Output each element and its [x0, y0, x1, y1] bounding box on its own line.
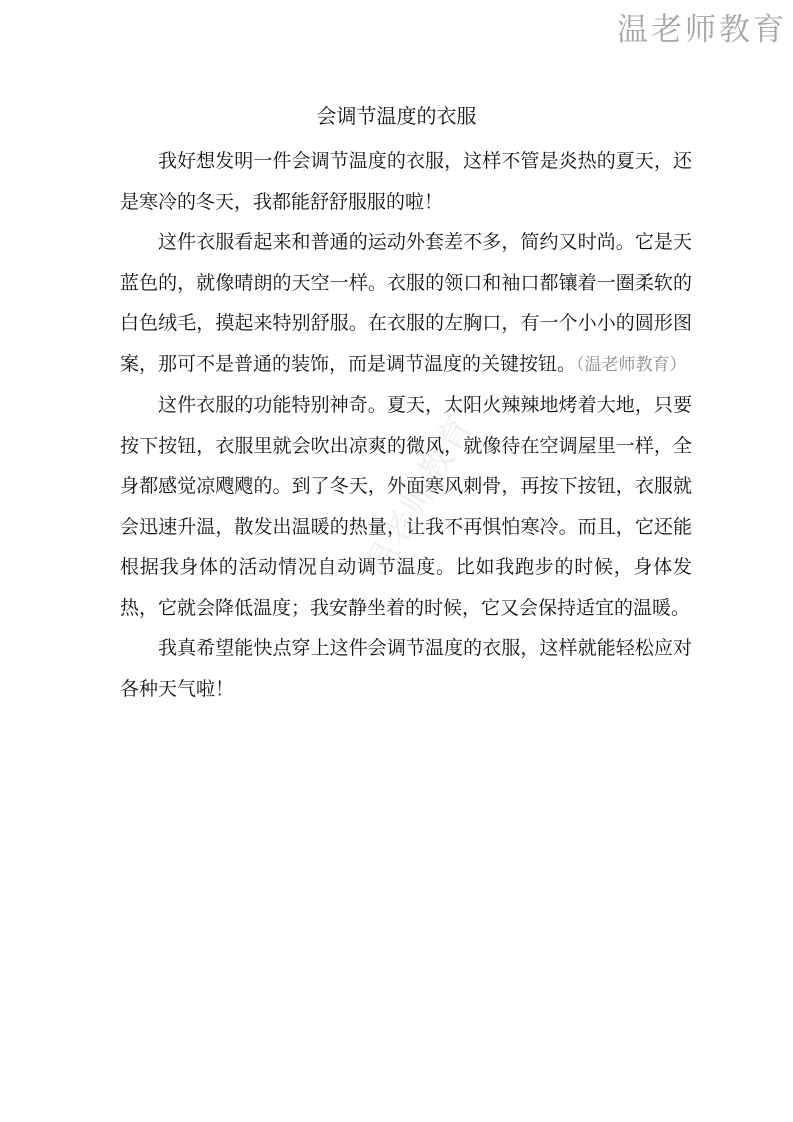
paragraph-2-text: 这件衣服看起来和普通的运动外套差不多，简约又时尚。它是天蓝色的，就像晴朗的天空一样。衣服的领口和袖口都镶着一圈柔软的白色绒毛，摸起来特别舒服。在衣服的左胸口，有一个小小的圆形图案，那可不是普通的装饰，而是调节温度的关键按钮。 [120, 231, 692, 375]
paragraph-3: 这件衣服的功能特别神奇。夏天，太阳火辣辣地烤着大地，只要按下按钮，衣服里就会吹出凉爽的微风，就像待在空调屋里一样，全身都感觉凉飕飕的。到了冬天，外面寒风刺骨，再按下按钮，衣服就会迅速升温，散发出温暖的热量，让我不再惧怕寒冷。而且，它还能根据我身体的活动情况自动调节温度。比如我跑步的时候，身体发热，它就会降低温度；我安静坐着的时候，它又会保持适宜的温暖。 [120, 394, 692, 619]
document-title: 会调节温度的衣服 [316, 104, 477, 128]
inline-source-tag: （温老师教育） [576, 354, 687, 375]
watermark: 温老师教育 [356, 408, 482, 584]
document-body [120, 141, 692, 709]
header-brand-logo: 温老师教育 [617, 12, 787, 48]
paragraph-2 [120, 222, 692, 385]
paragraph-4: 我真希望能快点穿上这件会调节温度的衣服，这样就能轻松应对各种天气啦！ [120, 637, 692, 700]
paragraph-1: 我好想发明一件会调节温度的衣服，这样不管是炎热的夏天，还是寒冷的冬天，我都能舒舒服服的啦！ [120, 150, 692, 213]
